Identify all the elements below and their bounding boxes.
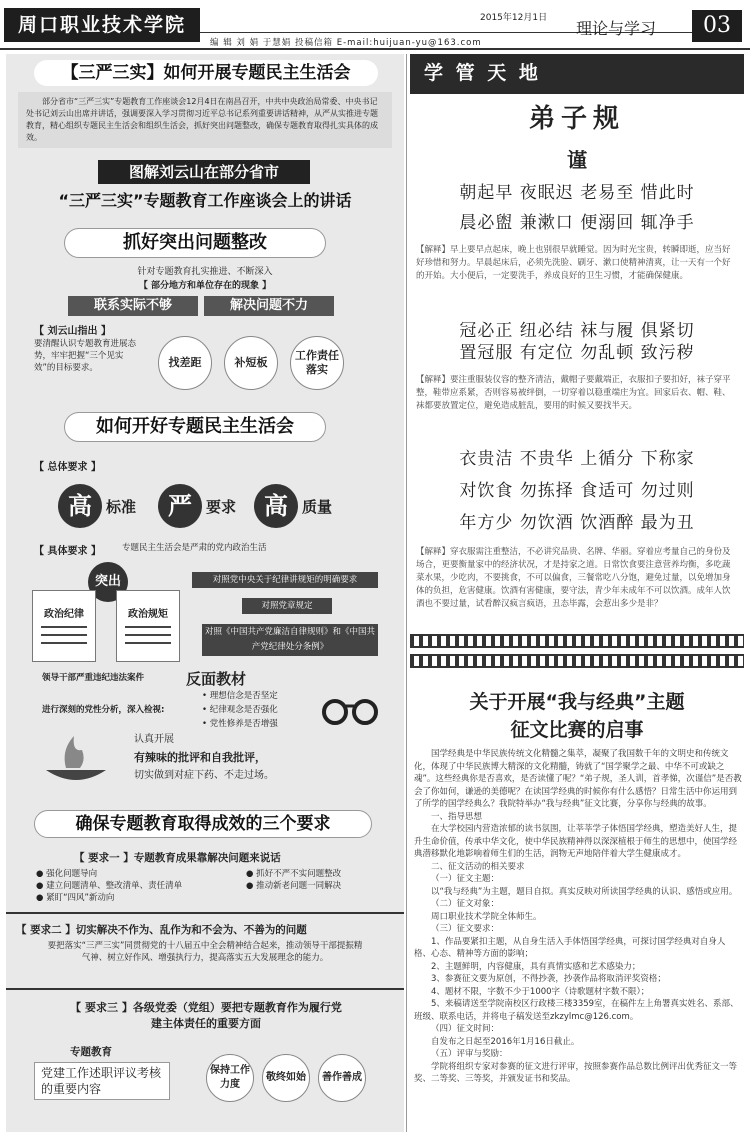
announcement-title	[410, 688, 744, 744]
handcuffs-icon	[320, 694, 380, 726]
tag-1: 联系实际不够	[68, 296, 198, 316]
ann-p9: 1、作品要紧扣主题，从自身生活入手体悟国学经典，可探讨国学经典对自身人格、心态、精神等方面的影响；	[414, 936, 726, 959]
bar-3: 对照《中国共产党廉洁自律规则》和《中国共产党纪律处分条例》	[202, 624, 378, 656]
masthead-rule	[0, 48, 750, 50]
req1-item-1: ● 强化问题导向	[36, 869, 98, 879]
liu-text: 要清醒认识专题教育进展态势，牢牢把握“三个见实效”的目标要求。	[34, 339, 137, 373]
announcement-body	[414, 748, 742, 1086]
ann-p5: 以“我与经典”为主题，题目自拟。真实反映对所读国学经典的认识、感悟或应用。	[431, 886, 738, 897]
crit-line1: 认真开展	[134, 734, 174, 745]
specific-label: 【 具体要求 】	[34, 546, 101, 557]
big-text-1: 标准	[106, 498, 137, 516]
req-divider-2	[6, 988, 404, 990]
article-title: 【三严三实】如何开展专题民主生活会	[34, 60, 378, 86]
section1-title: 抓好突出问题整改	[64, 228, 326, 258]
graphic-banner-1: 图解刘云山在部分省市	[98, 160, 310, 184]
graphic-banner-2: “三严三实”专题教育工作座谈会上的讲话	[58, 191, 352, 210]
anti-line2: 进行深刻的党性分析，深入检视:	[42, 705, 165, 715]
s1-sub1: 针对专题教育扎实推进、不断深入	[137, 267, 273, 277]
poem-subtitle: 谨	[567, 148, 587, 172]
ann-p7: 周口职业技术学院全体师生。	[431, 911, 542, 922]
specific-text: 专题民主生活会是严肃的党内政治生活	[122, 543, 267, 553]
end-circle-2: 敬终如始	[262, 1054, 310, 1102]
liu-label: 【 刘云山指出 】	[34, 326, 111, 337]
ann-p6: （二）征文对象：	[431, 899, 500, 909]
anti-line1: 领导干部严重违纪违法案件	[42, 673, 145, 683]
ann-p4: （一）征文主题：	[431, 874, 500, 884]
ann-p0: 国学经典是中华民族传统文化精髓之集萃，凝聚了我国数千年的文明史和传统文化，体现了中华民族博大精深的文化精髓，铸就了“国学聚学之最、中华不可或缺之魂”。这些经典你是否喜欢，是否读懂了呢？“弟子规，圣人训，首孝悌，次谨信”是否教会了你如何，谦逊的美德呢？在读国学经典的时候你有什么感悟？日常生活中你运用到了所学的国学经典么？我院特举办“我与经典”征文比赛，分享你与经典的故事。	[414, 749, 742, 809]
right-column	[410, 54, 744, 1132]
masthead	[0, 0, 750, 50]
ann-p17: 学院将组织专家对参赛的征文进行评审，按照参赛作品总数比例评出优秀征文一等奖、二等奖、三等奖，并颁发证书和奖品。	[414, 1061, 738, 1084]
verse2-line2: 置冠服 有定位 勿乱顿 致污秽	[459, 343, 695, 363]
ann-p10: 2、主题鲜明，内容健康，具有真情实感和艺术感染力；	[431, 961, 641, 972]
ann-p14: （四）征文时间：	[431, 1024, 500, 1034]
req1-item-4: ● 抓好不严不实问题整改	[246, 869, 342, 879]
ann-p16: （五）评审与奖励：	[431, 1049, 508, 1059]
section3-title: 确保专题教育取得成效的三个要求	[34, 810, 372, 838]
verse2-line1: 冠必正 纽必结 袜与履 俱紧切	[459, 321, 695, 341]
column-divider	[406, 54, 407, 1132]
decorative-border-2	[410, 654, 744, 668]
ann-p12: 4、题材不限，字数不少于1000字（诗歌题材字数不限）；	[431, 986, 650, 997]
tuchu-badge: 突出	[88, 562, 128, 602]
req1-item-3: ● 紧盯“四风”新动向	[36, 893, 115, 903]
ann-title-line1: 关于开展“我与经典”主题	[469, 691, 685, 713]
explanation-3: 【解释】穿衣服需注重整洁，不必讲究品贵、名牌、华丽。穿着应考量自己的身份及场合，更要衡量家中的经济状况，才是持家之道。日常饮食要注意营养均衡，多吃蔬菜水果，少吃肉，不要挑食，不可以偏食，三餐常吃八分饱，避免过量，以免增加身体的负担，危害健康。饮酒有害健康，要守法，青少年未成年不可以饮酒。成年人饮酒也不要过量，试看醉汉疯言疯语，丑态毕露，会惹出多少是非？	[416, 547, 731, 609]
verse1-line2: 晨必盥 兼漱口 便溺回 辄净手	[459, 213, 695, 233]
card-1-label: 政治纪律	[44, 609, 84, 620]
tag-2: 解决问题不力	[204, 296, 334, 316]
issue-date: 2015年12月1日	[480, 13, 548, 23]
circle-1: 找差距	[158, 336, 212, 390]
ann-p8: （三）征文要求：	[431, 924, 500, 934]
explanation-2: 【解释】要注重服装仪容的整齐清洁，戴帽子要戴端正，衣服扣子要扣好，袜子穿平整，鞋带应系紧，否则容易被绊倒，一切穿着以稳重端庄为宜。回家后衣、帽、鞋、袜都要放置定位，避免造成脏乱，要用的时候又要找半天。	[416, 375, 731, 411]
anti-bullet-2: • 纪律观念是否强化	[202, 705, 278, 715]
zt-label: 专题教育	[70, 1046, 112, 1058]
overall-label: 【 总体要求 】	[34, 462, 101, 473]
ann-p1: 一、指导思想	[431, 811, 483, 822]
zt-box: 党建工作述职评议考核的重要内容	[34, 1062, 170, 1100]
ann-p2: 在大学校园内营造浓郁的读书氛围，让莘莘学子体悟国学经典，塑造美好人生，提升生命价值，传承中华文化，使中华民族精神得以深深植根于师生的思想中，使国学经典潜移默化地影响着师生们的生活，润物无声地陪伴着大学生健康成才。	[414, 824, 738, 859]
req-divider	[6, 912, 404, 914]
left-column	[6, 54, 404, 1132]
intro-paragraph: 部分省市“三严三实”专题教育工作座谈会12月4日在南昌召开，中共中央政治局常委、中央书记处书记刘云山出席并讲话，强调要深入学习贯彻习近平总书记系列重要讲话精神，从严从实推进专题教育，精心组织专题民主生活会和组织生活会，抓好突出问题整改，确保专题教育取得扎实具体的成效。	[18, 92, 392, 148]
section-title: 理论与学习	[576, 19, 657, 38]
big-char-2: 严	[158, 484, 202, 528]
ann-p15: 自发布之日起至2016年1月16日截止。	[431, 1036, 580, 1047]
staff-line: 编 辑 刘 娟 于慧娟 投稿信箱 E-mail:huijuan-yu@163.com	[210, 38, 482, 48]
card-1	[32, 590, 96, 662]
column-header	[410, 54, 744, 94]
bar-1: 对照党中央关于纪律讲规矩的明确要求	[192, 572, 378, 588]
crit-line2: 有辣味的批评和自我批评，	[134, 751, 266, 764]
req3-title: 【 要求三 】各级党委（党组）要把专题教育作为履行党建主体责任的重要方面	[70, 1001, 342, 1030]
column-header-title: 学 管 天 地	[424, 62, 541, 84]
end-circle-1: 保持工作力度	[206, 1054, 254, 1102]
s1-sub2: 【 部分地方和单位存在的现象 】	[138, 281, 272, 291]
big-text-2: 要求	[206, 498, 237, 516]
anti-bullet-1: • 理想信念是否坚定	[202, 691, 278, 701]
crit-line3: 切实做到对症下药、不走过场。	[134, 770, 274, 781]
ann-p11: 3、参赛征文要为原创，不得抄袭，抄袭作品将取消评奖资格；	[431, 974, 666, 984]
verse3-line2: 对饮食 勿拣择 食适可 勿过则	[459, 481, 695, 501]
ann-p13: 5、来稿请送至学院南校区行政楼三楼3359室，在稿件左上角署真实姓名、系部、班级、联系电话，并将电子稿发送至zkzylmc@126.com。	[414, 999, 739, 1022]
req2-title: 【 要求二 】切实解决不作为、乱作为和不会为、不善为的问题	[16, 924, 307, 936]
verse3-line3: 年方少 勿饮酒 饮酒醉 最为丑	[459, 513, 695, 533]
circle-2: 补短板	[224, 336, 278, 390]
bar-2: 对照党章规定	[242, 598, 332, 614]
card-2	[116, 590, 180, 662]
page-number: 03	[692, 10, 742, 42]
section2-title: 如何开好专题民主生活会	[64, 412, 326, 442]
fire-pan-icon	[36, 730, 116, 790]
verse3-line1: 衣贵洁 不贵华 上循分 下称家	[459, 449, 695, 469]
big-char-1: 高	[58, 484, 102, 528]
card-2-label: 政治规矩	[128, 609, 168, 620]
explanation-1: 【解释】早上要早点起床，晚上也别很早就睡觉。因为时光宝贵，转瞬即逝，应当好好珍惜和努力。早晨起床后，必须先洗脸、刷牙、漱口使精神清爽，让一天有一个好的开始。大小便后，一定要洗手，养成良好的卫生习惯，才能确保健康。	[416, 245, 731, 281]
ann-p3: 二、征文活动的相关要求	[431, 861, 525, 872]
verse1-line1: 朝起早 夜眠迟 老易至 惜此时	[459, 183, 695, 203]
req1-item-2: ● 建立问题清单、整改清单、责任清单	[36, 881, 183, 891]
big-char-3: 高	[254, 484, 298, 528]
school-logo: 周口职业技术学院	[4, 8, 200, 42]
req1-item-5: ● 推动新老问题一同解决	[246, 881, 342, 891]
decorative-border	[410, 634, 744, 648]
circle-3: 工作责任落实	[290, 336, 344, 390]
anti-bullet-3: • 党性修养是否增强	[202, 719, 278, 729]
poem-title: 弟子规	[528, 104, 625, 134]
anti-label: 反面教材	[186, 670, 247, 688]
end-circle-3: 善作善成	[318, 1054, 366, 1102]
ann-title-line2: 征文比赛的启事	[510, 719, 644, 741]
req2-text: 要把落实“三严三实”同贯彻党的十八届五中全会精神结合起来，推动领导干部提振精气神、树立好作风、增强执行力，提高落实五大发展理念的能力。	[47, 941, 363, 963]
req1-title: 【 要求一 】专题教育成果靠解决问题来说话	[74, 852, 281, 864]
big-text-3: 质量	[302, 498, 333, 516]
